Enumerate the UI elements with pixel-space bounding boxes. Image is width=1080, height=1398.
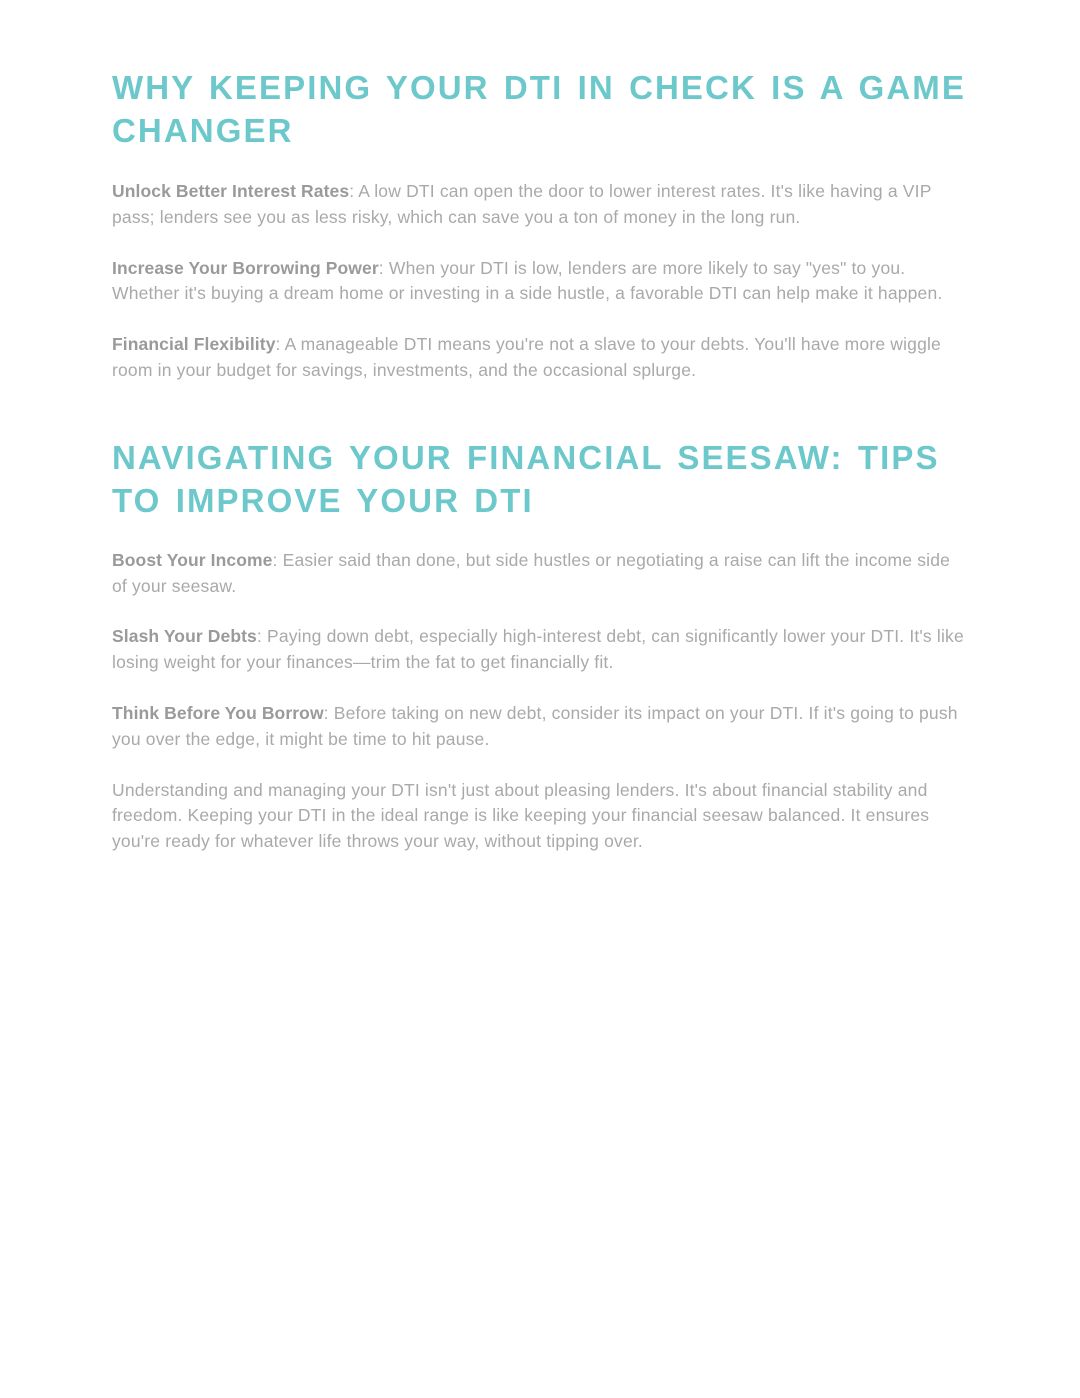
section-heading-dti-game-changer: WHY KEEPING YOUR DTI IN CHECK IS A GAME CHANGER [112,69,966,149]
paragraph-slash-your-debts [112,624,970,676]
paragraph-text: : When your DTI is low, lenders are more likely to say "yes" to you. Whether it's buying a dream home or investing in a side hustle, a favorable DTI can help make it happen. [112,257,943,304]
paragraph-financial-flexibility [112,332,970,384]
paragraph-lead-label: Boost Your Income [112,549,273,570]
paragraph-boost-your-income [112,548,970,600]
paragraph-lead-label: Think Before You Borrow [112,702,324,723]
paragraph-lead-label: Slash Your Debts [112,626,257,647]
article-content [112,66,970,855]
paragraph-lead-label: Unlock Better Interest Rates [112,181,350,201]
section-body-one [112,179,970,384]
paragraph-text: : Easier said than done, but side hustles or negotiating a raise can lift the income side of your seesaw. [112,549,951,596]
section-body-two [112,548,970,855]
paragraph-increase-your-borrowing-power [112,256,970,308]
paragraph-lead-label: Financial Flexibility [112,334,276,355]
paragraph-unlock-better-interest-rates [112,179,970,231]
paragraph-closing-summary: Understanding and managing your DTI isn't just about pleasing lenders. It's about financial stability and freedom. Keeping your DTI in the ideal range is like keeping your financial seesaw balanced. It ensures you're ready for whatever life throws your way, without tipping over. [112,779,930,852]
paragraph-text: : A manageable DTI means you're not a slave to your debts. You'll have more wiggle room in your budget for savings, investments, and the occasional splurge. [112,334,941,380]
paragraph-text: : Paying down debt, especially high-interest debt, can significantly lower your DTI. It's like losing weight for your finances—trim the fat to get financially fit. [112,626,964,673]
paragraph-lead-label: Increase Your Borrowing Power [112,257,379,278]
section-heading-navigating-financial-seesaw: NAVIGATING YOUR FINANCIAL SEESAW: TIPS TO IMPROVE YOUR DTI [112,438,940,519]
paragraph-text: : A low DTI can open the door to lower interest rates. It's like having a VIP pass; lenders see you as less risky, which can save you a ton of money in the long run. [112,181,932,227]
paragraph-text: : Before taking on new debt, consider its impact on your DTI. If it's going to push you over the edge, it might be time to hit pause. [112,702,958,749]
paragraph-think-before-you-borrow [112,701,970,753]
